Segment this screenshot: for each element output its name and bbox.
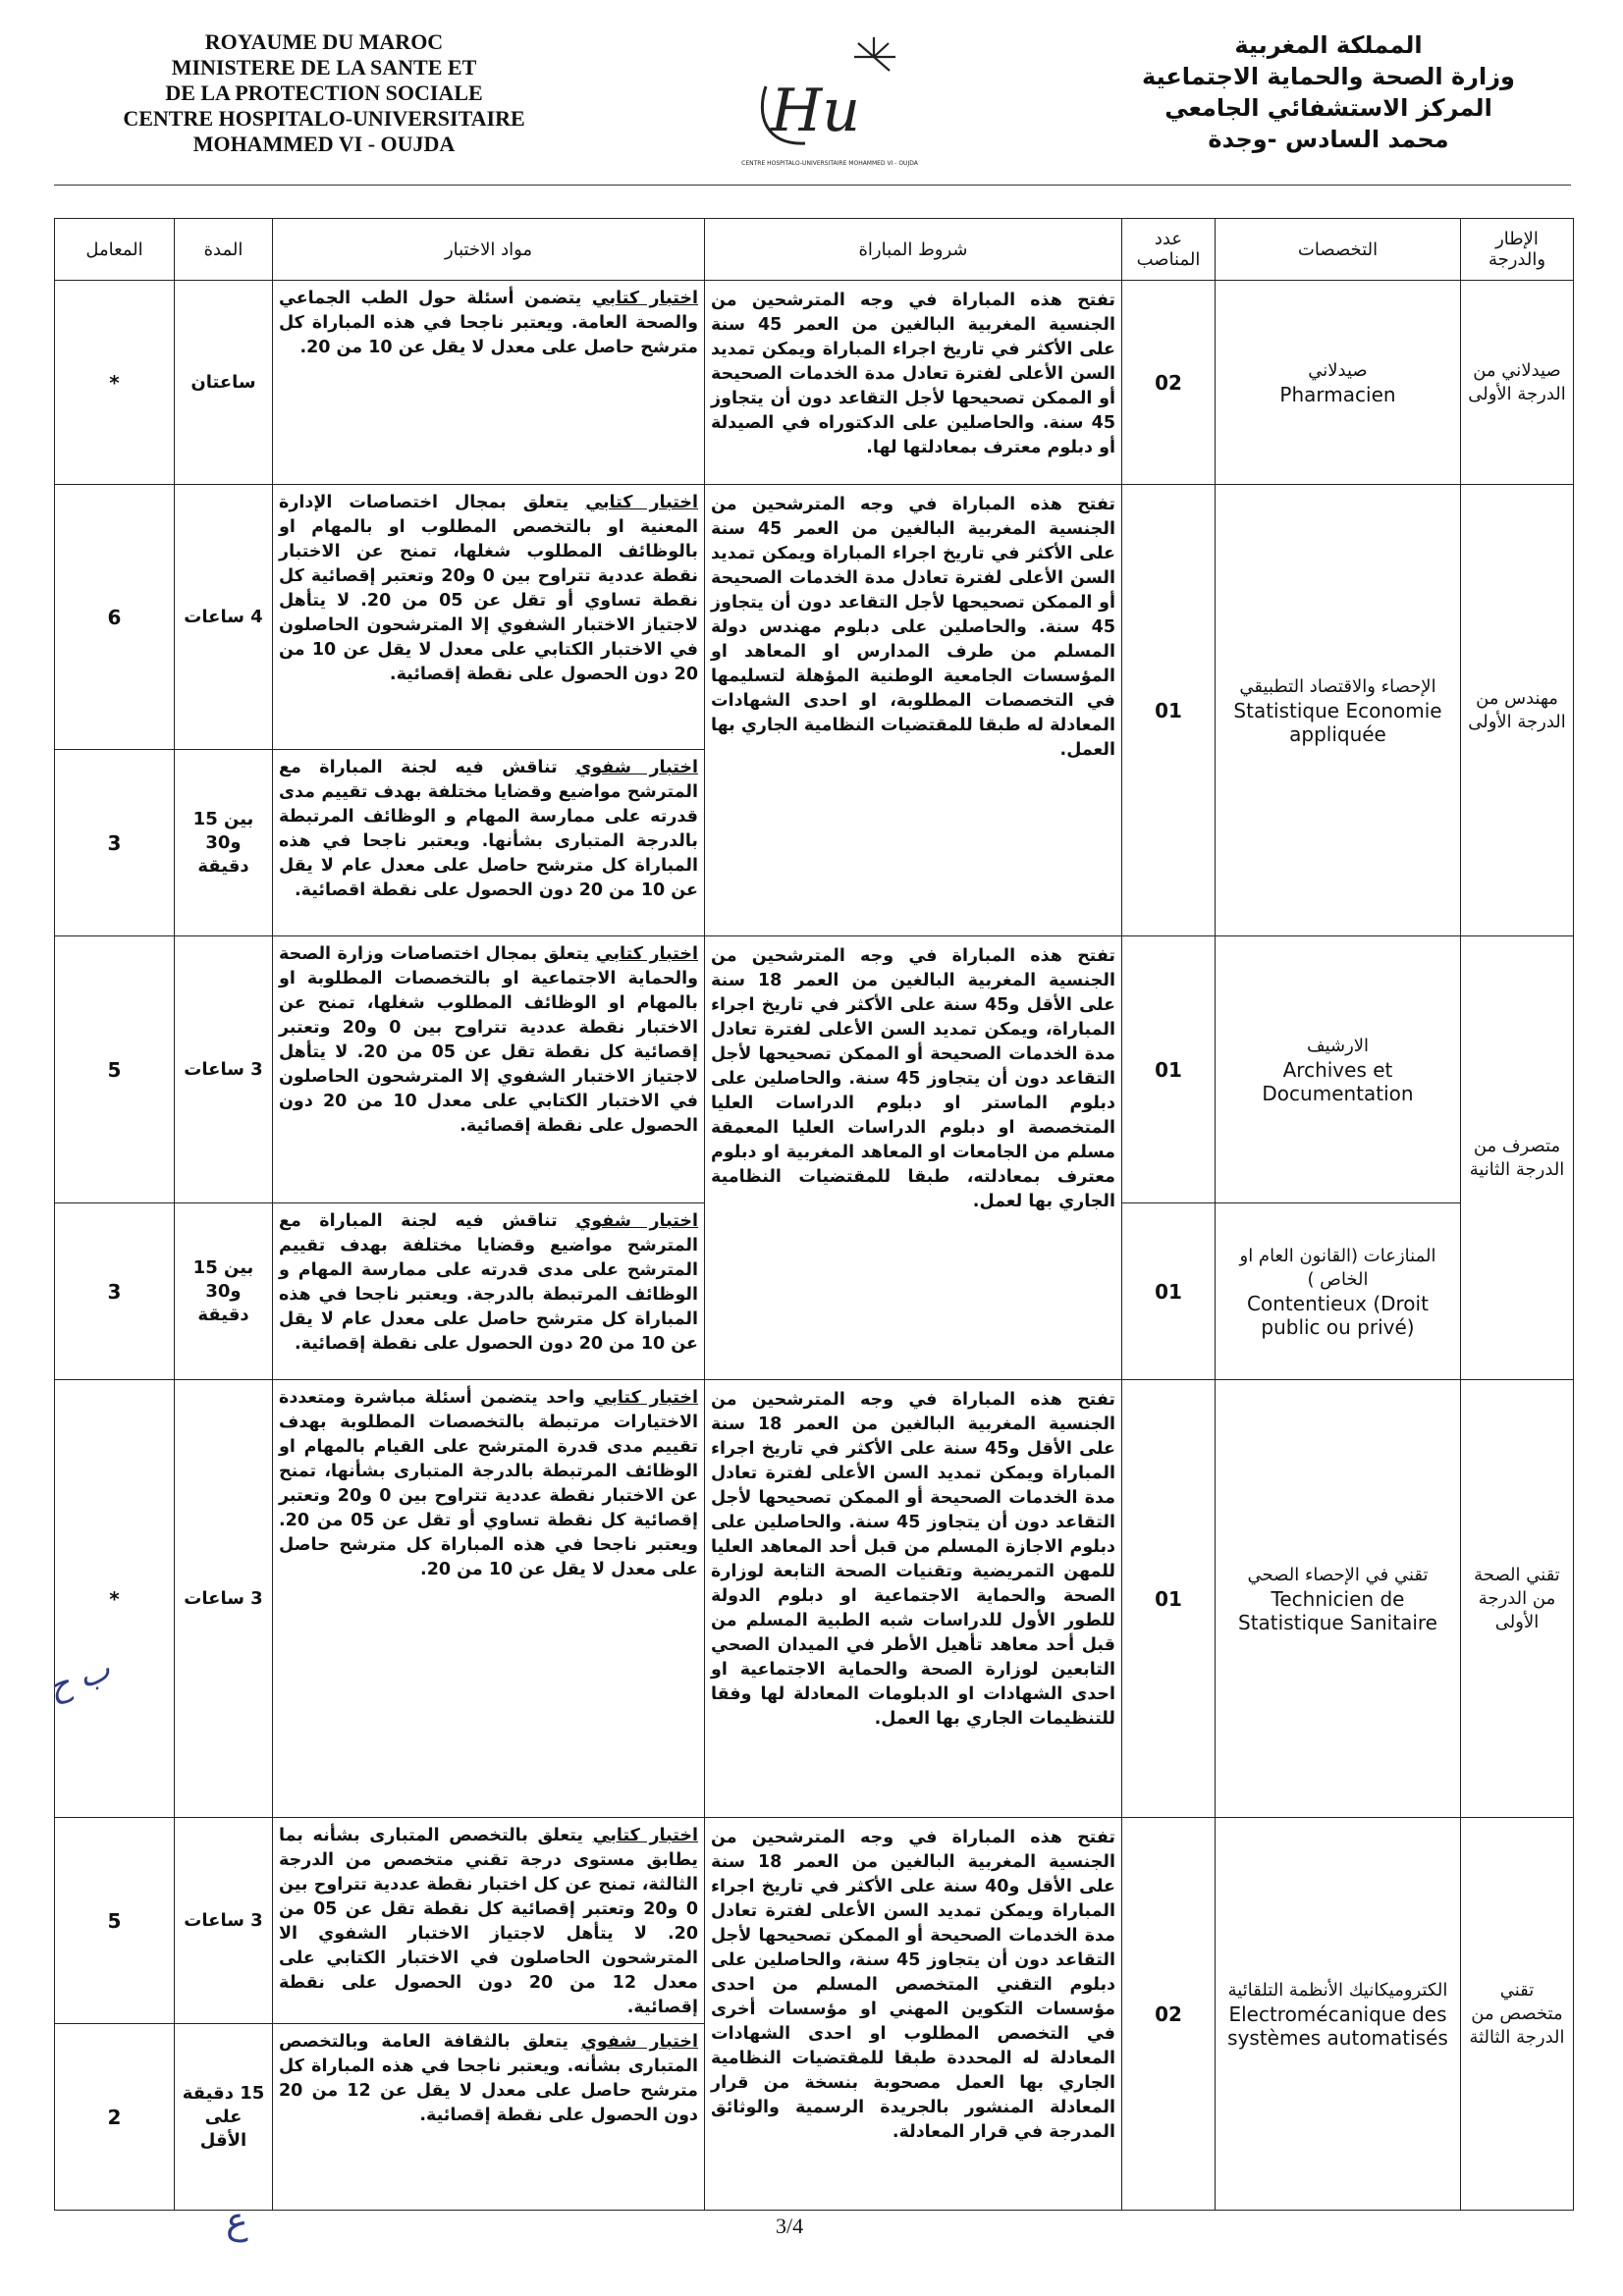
col-specialty: التخصصات xyxy=(1216,219,1461,281)
exam-title: اختبار شفوي xyxy=(575,758,699,777)
exam-cell xyxy=(273,1203,705,1380)
specialty-fr: Technicien de Statistique Sanitaire xyxy=(1238,1586,1437,1634)
exam-title: اختبار كتابي xyxy=(591,289,698,308)
col-exam: مواد الاختبار xyxy=(273,219,705,281)
duration-cell: 3 ساعات xyxy=(175,936,273,1203)
exam-title: اختبار كتابي xyxy=(595,944,698,964)
conditions-cell: تفتح هذه المباراة في وجه المترشحين من الجنسية المغربية البالغين من العمر 18 سنة على الأقل و40 سنة على الأكثر في تاريخ اجراء المباراة ويمكن تمديد السن الأعلى لفترة تعادل مدة الخدمات الصحيحة أو الممكن تصحيحها لأجل التقاعد دون أن يتجاوز 45 سنة، والحاصلين على دبلوم التقني المتخصص المسلم من احدى مؤسسات التكوين المهني او مؤسسات أخرى في التخصص المطلوب او احدى الشهادات المعادلة له المحددة طبقا للمقتضيات النظامية الجاري بها العمل مصحوبة بنسخة من قرار المعادلة المنشور بالجريدة الرسمية والوثائق المدرجة في قرار المعادلة. xyxy=(705,1818,1122,2211)
header-line: محمد السادس -وجدة xyxy=(1208,126,1449,153)
header-line: المركز الاستشفائي الجامعي xyxy=(1164,94,1492,122)
exam-cell xyxy=(273,2024,705,2211)
header-french xyxy=(69,29,579,157)
specialty-fr: Statistique Economie appliquée xyxy=(1233,698,1442,746)
coef-cell: * xyxy=(55,1380,175,1818)
col-posts: عدد المناصب xyxy=(1122,219,1216,281)
chu-logo xyxy=(727,27,933,175)
table-row xyxy=(55,485,1574,750)
specialty-fr: Pharmacien xyxy=(1279,382,1396,406)
coef-cell: 3 xyxy=(55,1203,175,1380)
exam-cell xyxy=(273,281,705,485)
specialty-ar: تقني في الإحصاء الصحي xyxy=(1247,1564,1429,1585)
conditions-cell: تفتح هذه المباراة في وجه المترشحين من الجنسية المغربية البالغين من العمر 45 سنة على الأكثر في تاريخ اجراء المباراة ويمكن تمديد السن الأعلى لفترة تعادل مدة الخدمات الصحيحة أو الممكن تصحيحها لأجل التقاعد دون أن يتجاوز 45 سنة. والحاصلين على دبلوم مهندس دولة المسلم من طرف المدارس او المعاهد او المؤسسات الجامعية الوطنية المؤهلة لتسليمها في التخصصات المطلوبة، او احدى الشهادات المعادلة له طبقا للمقتضيات النظامية الجاري بها العمل. xyxy=(705,485,1122,936)
conditions-cell: تفتح هذه المباراة في وجه المترشحين من الجنسية المغربية البالغين من العمر 18 سنة على الأقل و45 سنة على الأكثر في تاريخ اجراء المباراة ويمكن تمديد السن الأعلى لفترة تعادل مدة الخدمات الصحيحة أو الممكن تصحيحها لأجل التقاعد دون أن يتجاوز 45 سنة. والحاصلين على دبلوم الاجازة المسلم من قبل أحد المعاهد العليا للمهن التمريضية وتقنيات الصحة التابعة لوزارة الصحة والحماية الاجتماعية او دبلوم الدولة للطور الأول للدراسات شبه الطبية المسلم من قبل أحد معاهد تأهيل الأطر في الميدان الصحي التابعين لوزارة الصحة والحماية الاجتماعية او احدى الشهادات او الدبلومات المعادلة لها وفقا للتنظيمات الجاري بها العمل. xyxy=(705,1380,1122,1818)
exam-cell xyxy=(273,1818,705,2024)
grade-cell: تقني متخصص من الدرجة الثالثة xyxy=(1461,1818,1574,2211)
exam-title: اختبار كتابي xyxy=(592,1826,699,1845)
coef-cell: 3 xyxy=(55,750,175,936)
specialty-cell xyxy=(1216,281,1461,485)
exam-text: واحد يتضمن أسئلة مباشرة ومتعددة الاختيارات مرتبطة بالتخصصات المطلوبة بهدف تقييم مدى قدرة المترشح على القيام بالمهام او الوظائف المرتبطة بالدرجة المتبارى بشأنها، تمنح عن الاختبار نقطة عددية تتراوح بين 0 و20 وتعتبر إقصائية كل نقطة تساوي أو تقل عن 05 من 20. ويعتبر ناجحا في هذه المباراة كل مترشح حاصل على معدل لا يقل عن 10 من 20. xyxy=(279,1388,698,1579)
grade-cell: صيدلاني من الدرجة الأولى xyxy=(1461,281,1574,485)
header-line: المملكة المغربية xyxy=(1234,31,1423,59)
duration-cell: 3 ساعات xyxy=(175,1818,273,2024)
exam-cell xyxy=(273,750,705,936)
col-duration: المدة xyxy=(175,219,273,281)
coef-cell: 6 xyxy=(55,485,175,750)
specialty-ar: صيدلاني xyxy=(1308,359,1368,381)
duration-cell: ساعتان xyxy=(175,281,273,485)
exam-text: يتعلق بالتخصص المتبارى بشأنه بما يطابق مستوى درجة تقني متخصص من الدرجة الثالثة، تمنح عن كل اختبار نقطة عددية تتراوح بين 0 و20 وتعتبر إقصائية كل نقطة تقل عن 05 من 20. لا يتأهل لاجتياز الاختبار الشفوي الا المترشحون الحاصلون في الاختبار الكتابي على معدل 12 من 20 دون الحصول على نقطة إقصائية. xyxy=(279,1826,698,2017)
specialty-fr: Archives et Documentation xyxy=(1262,1057,1414,1105)
specialty-cell xyxy=(1216,485,1461,936)
duration-cell: 15 دقيقة على الأقل xyxy=(175,2024,273,2211)
exam-text: تناقش فيه لجنة المباراة مع المترشح مواضيع وقضايا مختلفة بهدف تقييم مدى قدرته على ممارسة المهام و الوظائف المرتبطة بالدرجة المتبارى بشأنها. ويعتبر ناجحا في هذه المباراة كل مترشح حاصل على معدل عام لا يقل عن 10 من 20 دون الحصول على نقطة اقصائية. xyxy=(279,758,698,900)
margin-handwritten-mark: ب ح xyxy=(42,1649,116,1708)
specialty-fr: Electromécanique des systèmes automatisés xyxy=(1227,2002,1448,2050)
duration-cell: بين 15 و30 دقيقة xyxy=(175,750,273,936)
posts-cell: 01 xyxy=(1122,936,1216,1203)
exam-title: اختبار كتابي xyxy=(585,493,699,512)
header-line: ROYAUME DU MAROC xyxy=(204,29,444,54)
specialty-cell xyxy=(1216,1818,1461,2211)
conditions-cell: تفتح هذه المباراة في وجه المترشحين من الجنسية المغربية البالغين من العمر 18 سنة على الأقل و45 سنة على الأكثر في تاريخ اجراء المباراة، ويمكن تمديد السن الأعلى لفترة تعادل مدة الخدمات الصحيحة أو الممكن تصحيحها لأجل التقاعد دون أن يتجاوز 45 سنة. والحاصلين على دبلوم الماستر او دبلوم الدراسات العليا المتخصصة او دبلوم الدراسات العليا المعمقة مسلم من الجامعات او المعاهد المغربية او دبلوم معترف بمعادلته، طبقا للمقتضيات النظامية الجاري بها لعمل. xyxy=(705,936,1122,1380)
coef-cell: 5 xyxy=(55,1818,175,2024)
exam-text: يتعلق بالثقافة العامة وبالتخصص المتبارى بشأنه. ويعتبر ناجحا في هذه المباراة كل مترشح حاصل على معدل لا يقل عن 12 من 20 دون الحصول على نقطة إقصائية. xyxy=(279,2032,698,2125)
logo-text: Hu xyxy=(771,77,860,145)
specialty-ar: الإحصاء والاقتصاد التطبيقي xyxy=(1239,675,1436,697)
coef-cell: 2 xyxy=(55,2024,175,2211)
table-header-row xyxy=(55,219,1574,281)
competition-table xyxy=(54,218,1574,2211)
table-row xyxy=(55,1818,1574,2024)
posts-cell: 02 xyxy=(1122,1818,1216,2211)
coef-cell: 5 xyxy=(55,936,175,1203)
page-number: 3/4 xyxy=(776,2214,804,2238)
exam-text: يتعلق بمجال اختصاصات الإدارة المعنية او بالتخصص المطلوب او بالمهام او بالوظائف المطلوب شغلها، تمنح عن الاختبار نقطة عددية تتراوح بين 0 و20 وتعتبر إقصائية كل نقطة تساوي أو تقل عن 05 من 20. لا يتأهل لاجتياز الاختبار الشفوي إلا المترشحون الحاصلون في الاختبار الكتابي على معدل لا يقل عن 10 من 20 دون الحصول على نقطة إقصائية. xyxy=(279,493,698,684)
grade-cell: تقني الصحة من الدرجة الأولى xyxy=(1461,1380,1574,1818)
duration-cell: 3 ساعات xyxy=(175,1380,273,1818)
header-line: CENTRE HOSPITALO-UNIVERSITAIRE xyxy=(123,106,525,131)
chu-logo-icon xyxy=(727,27,933,175)
header-arabic xyxy=(1122,29,1535,155)
specialty-ar: الارشيف xyxy=(1306,1035,1370,1056)
exam-cell xyxy=(273,1380,705,1818)
exam-title: اختبار شفوي xyxy=(575,1211,699,1231)
posts-cell: 01 xyxy=(1122,1380,1216,1818)
header-line: DE LA PROTECTION SOCIALE xyxy=(165,80,483,105)
specialty-cell xyxy=(1216,1203,1461,1380)
col-coef: المعامل xyxy=(55,219,175,281)
handwritten-initial: ع xyxy=(226,2199,248,2242)
posts-cell: 02 xyxy=(1122,281,1216,485)
specialty-cell xyxy=(1216,936,1461,1203)
posts-cell: 01 xyxy=(1122,485,1216,936)
col-conditions: شروط المباراة xyxy=(705,219,1122,281)
exam-title: اختبار شفوي xyxy=(580,2032,699,2052)
grade-cell: متصرف من الدرجة الثانية xyxy=(1461,936,1574,1380)
specialty-fr: Contentieux (Droit public ou privé) xyxy=(1247,1291,1429,1339)
coef-cell: * xyxy=(55,281,175,485)
grade-cell: مهندس من الدرجة الأولى xyxy=(1461,485,1574,936)
header-divider xyxy=(54,185,1571,186)
table-row xyxy=(55,1380,1574,1818)
exam-title: اختبار كتابي xyxy=(593,1388,698,1408)
header-line: MOHAMMED VI - OUJDA xyxy=(192,132,456,156)
header-line: MINISTERE DE LA SANTE ET xyxy=(171,55,477,80)
exam-text: يتضمن أسئلة حول الطب الجماعي والصحة العامة. ويعتبر ناجحا في هذه المباراة كل مترشح حاصل على معدل لا يقل عن 10 من 20. xyxy=(279,289,698,357)
specialty-cell xyxy=(1216,1380,1461,1818)
table-row xyxy=(55,936,1574,1203)
conditions-cell: تفتح هذه المباراة في وجه المترشحين من الجنسية المغربية البالغين من العمر 45 سنة على الأكثر في تاريخ اجراء المباراة ويمكن تمديد السن الأعلى لفترة تعادل مدة الخدمات الصحيحة أو الممكن تصحيحها لأجل التقاعد دون أن يتجاوز 45 سنة. والحاصلين على الدكتوراه في الصيدلة أو دبلوم معترف بمعادلتها لها. xyxy=(705,281,1122,485)
exam-cell xyxy=(273,936,705,1203)
logo-caption: CENTRE HOSPITALO-UNIVERSITAIRE MOHAMMED VI - OUJDA xyxy=(741,160,918,167)
posts-cell: 01 xyxy=(1122,1203,1216,1380)
exam-text: تناقش فيه لجنة المباراة مع المترشح مواضيع وقضايا مختلفة بهدف تقييم المترشح على مدى قدرته على ممارسة المهام و الوظائف المرتبطة بالدرجة. ويعتبر ناجحا في هذه المباراة كل مترشح حاصل على معدل عام لا يقل عن 10 من 20 دون الحصول على نقطة إقصائية. xyxy=(279,1211,698,1354)
duration-cell: بين 15 و30 دقيقة xyxy=(175,1203,273,1380)
specialty-ar: الكتروميكانيك الأنظمة التلقائية xyxy=(1227,1979,1448,2001)
col-grade: الإطار والدرجة xyxy=(1461,219,1574,281)
header-line: وزارة الصحة والحماية الاجتماعية xyxy=(1142,63,1515,90)
table-row xyxy=(55,281,1574,485)
exam-text: يتعلق بمجال اختصاصات وزارة الصحة والحماية الاجتماعية او بالتخصصات المطلوبة او بالمهام او الوظائف المطلوب شغلها، تمنح عن الاختبار نقطة عددية تتراوح بين 0 و20 وتعتبر إقصائية كل نقطة تقل عن 05 من 20. لا يتأهل لاجتياز الاختبار الشفوي إلا المترشحون الحاصلون في الاختبار الكتابي على معدل 10 من 20 دون الحصول على نقطة إقصائية. xyxy=(279,944,698,1136)
exam-cell xyxy=(273,485,705,750)
duration-cell: 4 ساعات xyxy=(175,485,273,750)
specialty-ar: المنازعات (القانون العام او الخاص ) xyxy=(1239,1245,1436,1290)
